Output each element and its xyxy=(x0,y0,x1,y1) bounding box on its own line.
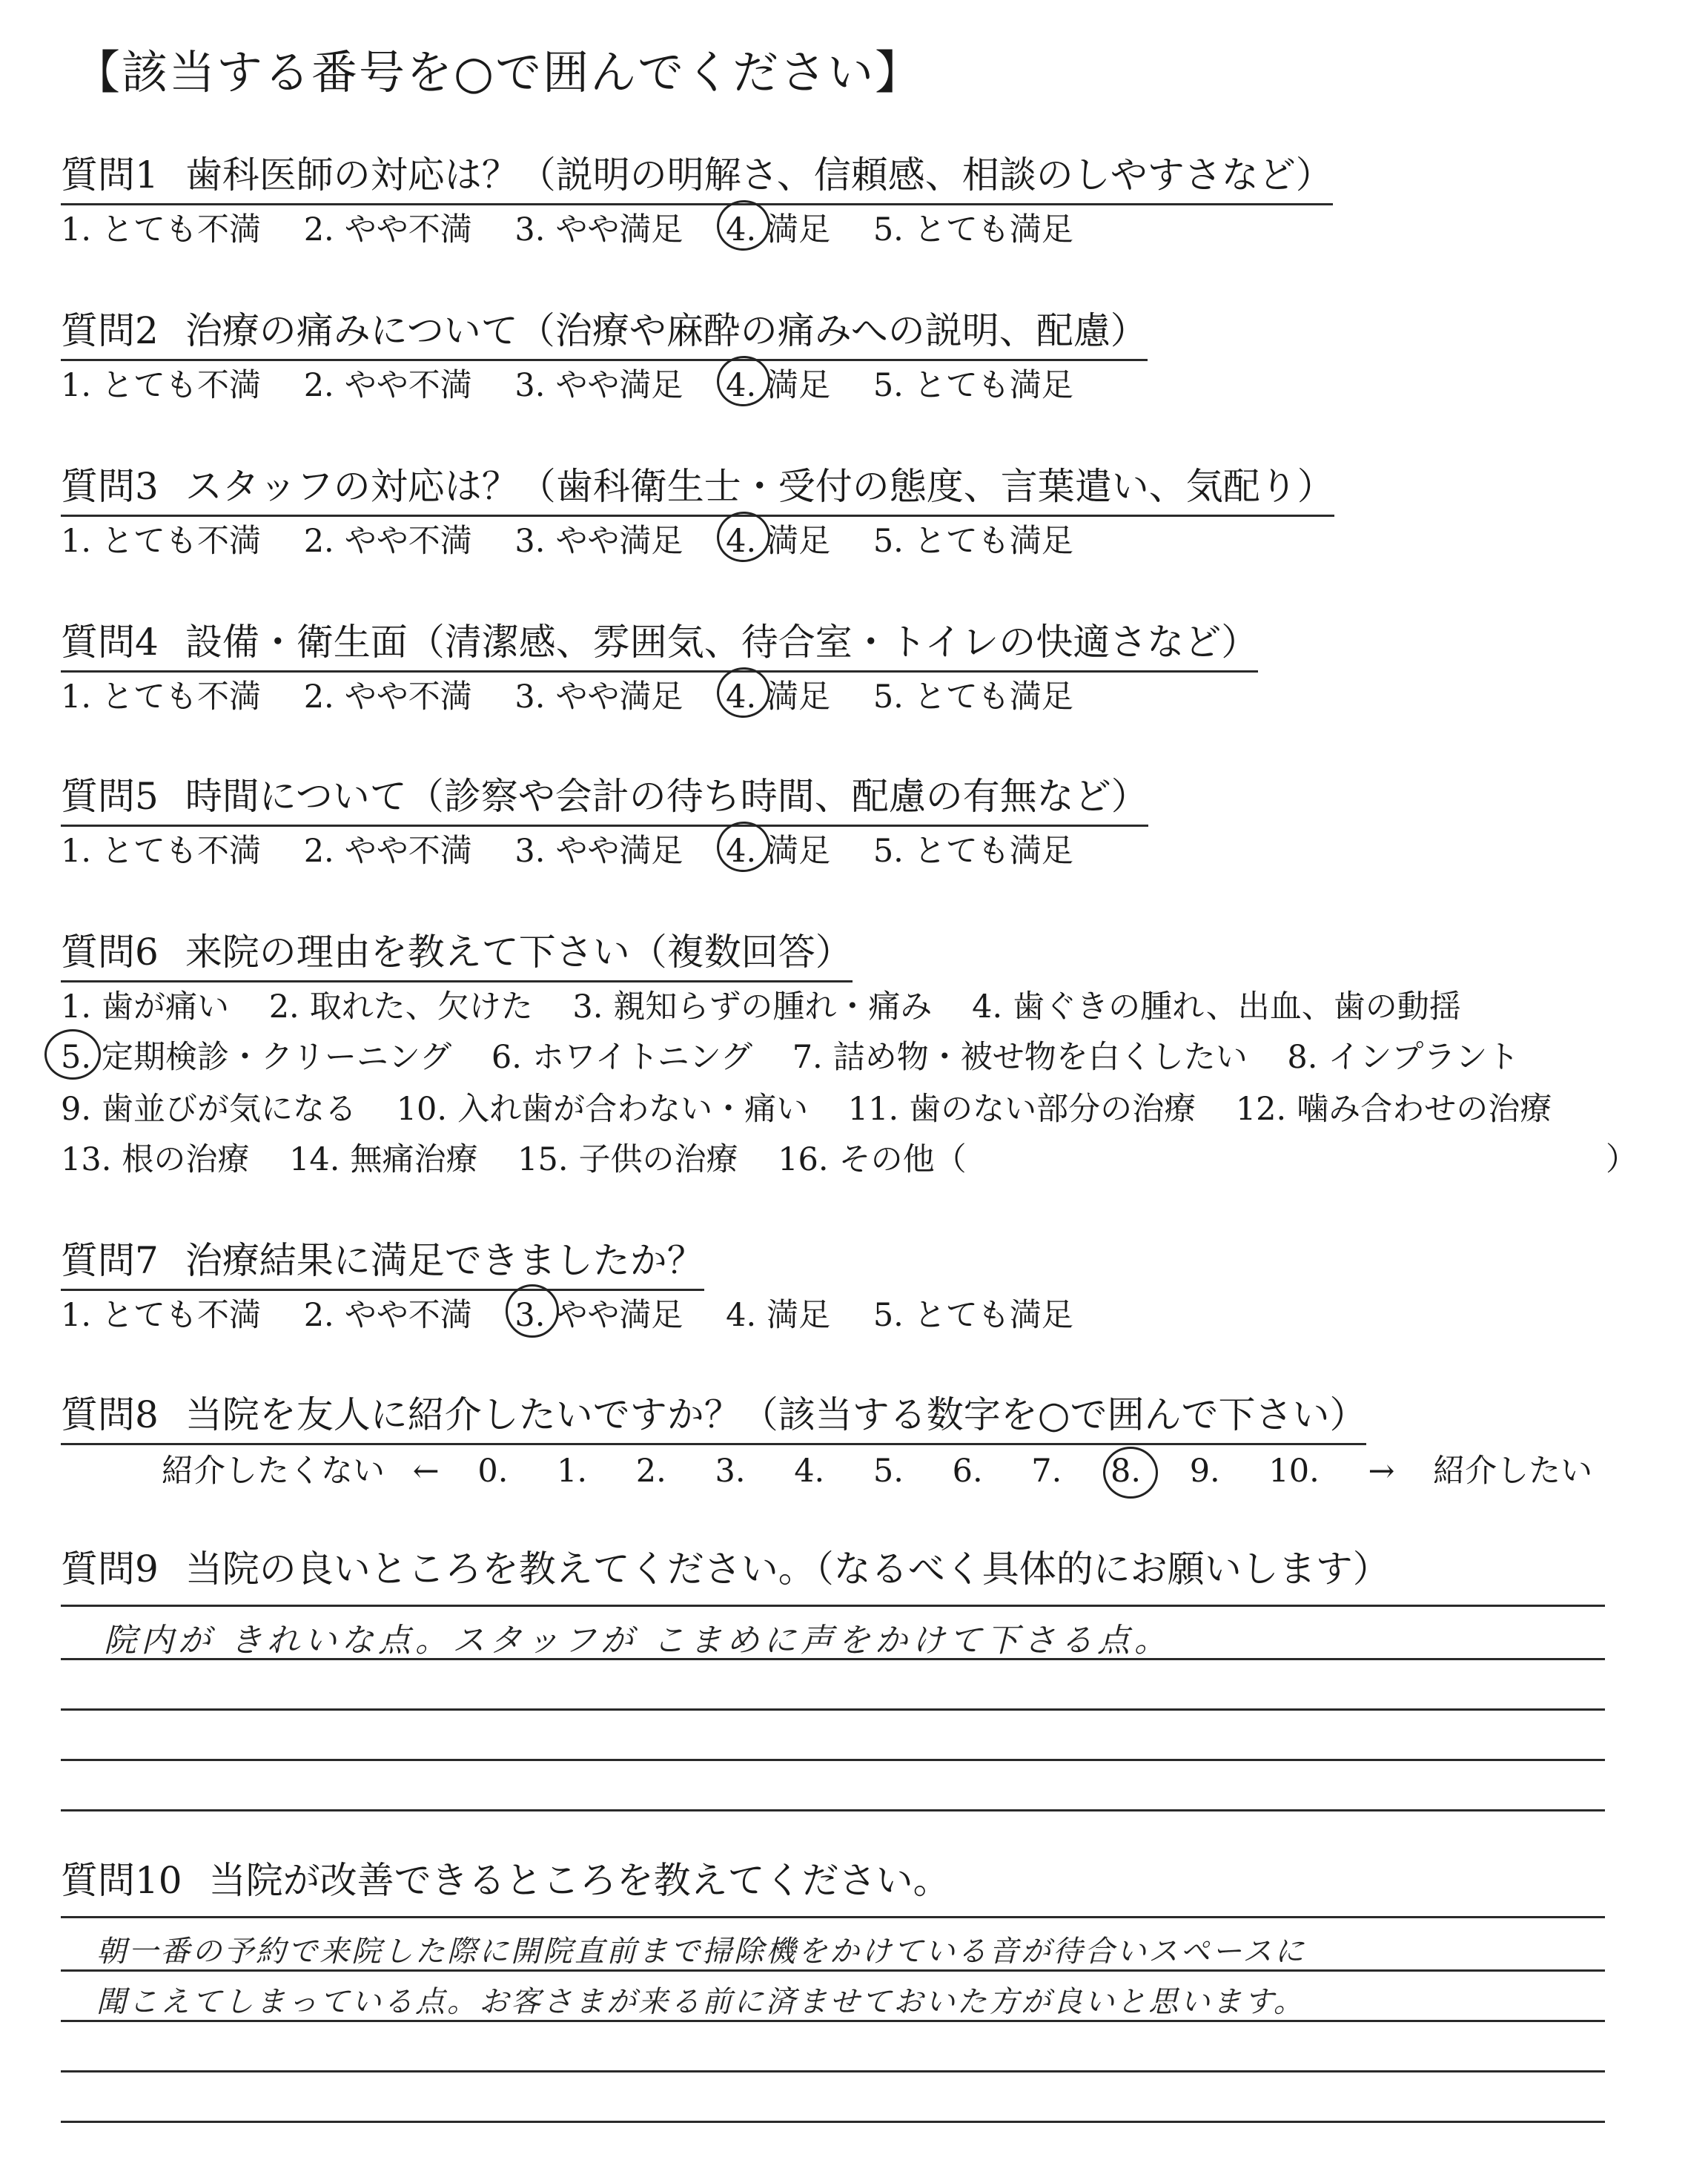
question-1-text: 歯科医師の対応は？（説明の明解さ、信頼感、相談のしやすさなど） xyxy=(185,153,1333,196)
scale-option-4[interactable]: 4. xyxy=(794,1453,825,1490)
answer-line xyxy=(61,1809,1605,1811)
question-5-text: 時間について（診察や会計の待ち時間、配慮の有無など） xyxy=(185,775,1148,818)
scale-option-1[interactable]: 1. xyxy=(557,1453,588,1490)
scale-option-9[interactable]: 9. xyxy=(1189,1453,1220,1490)
scale-option-6[interactable]: 6. xyxy=(952,1453,983,1490)
q1-option-3[interactable]: 3. やや満足 xyxy=(514,211,683,248)
question-4-number: 質問4 xyxy=(61,621,159,664)
q6-option-9[interactable]: 9. 歯並びが気になる xyxy=(61,1091,357,1128)
q4-option-4-selected[interactable]: 4. 満足 xyxy=(726,672,830,717)
answer-line xyxy=(61,2020,1605,2022)
selection-circle xyxy=(714,352,774,409)
scale-option-5[interactable]: 5. xyxy=(873,1453,904,1490)
scale-option-3[interactable]: 3. xyxy=(715,1453,746,1490)
question-1-heading xyxy=(61,145,1333,205)
question-5-options xyxy=(61,826,1106,871)
q6-option-15[interactable]: 15. 子供の治療 xyxy=(517,1141,738,1178)
scale-right-label: 紹介したい xyxy=(1433,1453,1593,1490)
question-5-heading xyxy=(61,767,1148,827)
question-2-options xyxy=(61,360,1106,406)
question-10-text: 当院が改善できるところを教えてください。 xyxy=(208,1859,950,1902)
question-6-options-row-2 xyxy=(61,1032,1549,1077)
q4-option-2[interactable]: 2. やや不満 xyxy=(303,678,472,716)
answer-line xyxy=(61,1916,1605,1918)
question-5-number: 質問5 xyxy=(61,775,159,818)
question-3-number: 質問3 xyxy=(61,465,159,508)
q1-option-5[interactable]: 5. とても満足 xyxy=(873,211,1073,248)
question-2-text: 治療の痛みについて（治療や麻酔の痛みへの説明、配慮） xyxy=(185,309,1148,352)
question-7-text: 治療結果に満足できましたか？ xyxy=(185,1239,704,1282)
q6-option-13[interactable]: 13. 根の治療 xyxy=(61,1141,250,1178)
q4-option-3[interactable]: 3. やや満足 xyxy=(514,678,683,716)
question-6-heading xyxy=(61,922,853,982)
answer-line xyxy=(61,2121,1605,2123)
question-8-heading xyxy=(61,1385,1366,1445)
question-6-options-row-4 xyxy=(61,1135,996,1180)
q3-option-3[interactable]: 3. やや満足 xyxy=(514,523,683,560)
q3-option-5[interactable]: 5. とても満足 xyxy=(873,523,1073,560)
question-8-text: 当院を友人に紹介したいですか？（該当する数字を○で囲んで下さい） xyxy=(185,1393,1367,1436)
selection-circle xyxy=(506,1284,559,1338)
answer-line xyxy=(61,1658,1605,1660)
question-10-number: 質問10 xyxy=(61,1859,182,1902)
question-6-number: 質問6 xyxy=(61,931,159,974)
q2-option-5[interactable]: 5. とても満足 xyxy=(873,367,1073,404)
question-8-scale xyxy=(162,1446,1592,1491)
q7-option-1[interactable]: 1. とても不満 xyxy=(61,1297,262,1334)
question-3-heading xyxy=(61,457,1334,517)
q3-option-2[interactable]: 2. やや不満 xyxy=(303,523,472,560)
q5-option-1[interactable]: 1. とても不満 xyxy=(61,833,262,870)
question-2-number: 質問2 xyxy=(61,309,159,352)
q6-option-6[interactable]: 6. ホワイトニング xyxy=(491,1039,753,1076)
question-9-heading xyxy=(61,1539,1390,1597)
question-1-options xyxy=(61,205,1106,250)
scale-option-10[interactable]: 10. xyxy=(1268,1453,1320,1490)
q5-option-5[interactable]: 5. とても満足 xyxy=(873,833,1073,870)
q6-option-14[interactable]: 14. 無痛治療 xyxy=(289,1141,478,1178)
answer-line xyxy=(61,2070,1605,2073)
q6-other-close-paren: ） xyxy=(1606,1141,1638,1178)
selection-circle xyxy=(714,508,774,565)
question-4-heading xyxy=(61,612,1258,673)
question-7-options xyxy=(61,1290,1106,1335)
question-6-text: 来院の理由を教えて下さい（複数回答） xyxy=(185,931,853,974)
q7-option-2[interactable]: 2. やや不満 xyxy=(303,1297,472,1334)
right-arrow-icon: → xyxy=(1368,1453,1395,1490)
q6-option-2[interactable]: 2. 取れた、欠けた xyxy=(268,988,533,1025)
q6-option-10[interactable]: 10. 入れ歯が合わない・痛い xyxy=(396,1091,809,1128)
question-6-options-row-1 xyxy=(61,982,1491,1027)
scale-option-0[interactable]: 0. xyxy=(477,1453,509,1490)
q1-option-1[interactable]: 1. とても不満 xyxy=(61,211,262,248)
q5-option-4-selected[interactable]: 4. 満足 xyxy=(726,826,830,871)
q4-option-1[interactable]: 1. とても不満 xyxy=(61,678,262,716)
q7-option-4[interactable]: 4. 満足 xyxy=(726,1297,831,1334)
q6-option-5-selected[interactable]: 5. 定期検診・クリーニング xyxy=(61,1032,451,1077)
selection-circle xyxy=(714,664,774,721)
question-7-heading xyxy=(61,1231,704,1291)
answer-line xyxy=(61,1605,1605,1607)
q1-option-2[interactable]: 2. やや不満 xyxy=(303,211,472,248)
q7-option-3-selected[interactable]: 3. やや満足 xyxy=(514,1290,683,1335)
scale-left-label: 紹介したくない xyxy=(162,1453,385,1490)
q3-option-1[interactable]: 1. とても不満 xyxy=(61,523,262,560)
scale-option-7[interactable]: 7. xyxy=(1031,1453,1062,1490)
q6-option-1[interactable]: 1. 歯が痛い xyxy=(61,988,230,1025)
answer-line xyxy=(61,1759,1605,1761)
q6-option-3[interactable]: 3. 親知らずの腫れ・痛み xyxy=(572,988,933,1025)
left-arrow-icon: ← xyxy=(412,1453,440,1490)
question-9-number: 質問9 xyxy=(61,1548,159,1591)
q9-handwritten-answer[interactable]: 院内が きれいな点。スタッフが こまめに声をかけて下さる点。 xyxy=(104,1622,1171,1659)
q2-option-3[interactable]: 3. やや満足 xyxy=(514,367,683,404)
question-10-heading xyxy=(61,1851,950,1909)
selection-circle xyxy=(1103,1447,1158,1499)
selection-circle xyxy=(714,196,774,254)
scale-option-8-selected[interactable]: 8. xyxy=(1110,1453,1141,1490)
q3-option-4-selected[interactable]: 4. 満足 xyxy=(726,516,830,561)
answer-line xyxy=(61,1708,1605,1711)
selection-circle xyxy=(44,1029,101,1080)
question-4-text: 設備・衛生面（清潔感、雰囲気、待合室・トイレの快適さなど） xyxy=(185,621,1259,664)
q1-option-4-selected[interactable]: 4. 満足 xyxy=(726,205,830,250)
answer-line xyxy=(61,1969,1605,1972)
question-1-number: 質問1 xyxy=(61,153,159,196)
question-4-options xyxy=(61,672,1106,717)
scale-option-2[interactable]: 2. xyxy=(635,1453,666,1490)
question-3-options xyxy=(61,516,1106,561)
q2-option-4-selected[interactable]: 4. 満足 xyxy=(726,360,830,406)
q10-handwritten-answer-line-2[interactable]: 聞こえてしまっている点。お客さまが来る前に済ませておいた方が良いと思います。 xyxy=(96,1985,1305,2019)
question-8-number: 質問8 xyxy=(61,1393,159,1436)
q6-option-12[interactable]: 12. 噛み合わせの治療 xyxy=(1235,1091,1552,1128)
q7-option-5[interactable]: 5. とても満足 xyxy=(873,1297,1073,1334)
question-9-text: 当院の良いところを教えてください。（なるべく具体的にお願いします） xyxy=(185,1548,1390,1591)
q6-option-11[interactable]: 11. 歯のない部分の治療 xyxy=(847,1091,1196,1128)
q6-option-16[interactable]: 16. その他（ xyxy=(778,1141,967,1178)
q4-option-5[interactable]: 5. とても満足 xyxy=(873,678,1073,716)
question-3-text: スタッフの対応は？（歯科衛生士・受付の態度、言葉遣い、気配り） xyxy=(185,465,1334,508)
q10-handwritten-answer-line-1[interactable]: 朝一番の予約で来院した際に開院直前まで掃除機をかけている音が待合いスペースに xyxy=(96,1935,1306,1969)
q5-option-2[interactable]: 2. やや不満 xyxy=(303,833,472,870)
q6-option-8[interactable]: 8. インプラント xyxy=(1287,1039,1520,1076)
page-title: 【該当する番号を○で囲んでください】 xyxy=(74,45,923,99)
q5-option-3[interactable]: 3. やや満足 xyxy=(514,833,683,870)
q2-option-1[interactable]: 1. とても不満 xyxy=(61,367,262,404)
q6-option-4[interactable]: 4. 歯ぐきの腫れ、出血、歯の動揺 xyxy=(972,988,1461,1025)
question-7-number: 質問7 xyxy=(61,1239,159,1282)
q2-option-2[interactable]: 2. やや不満 xyxy=(303,367,472,404)
q6-option-7[interactable]: 7. 詰め物・被せ物を白くしたい xyxy=(792,1039,1248,1076)
selection-circle xyxy=(714,818,774,875)
question-6-options-row-3 xyxy=(61,1084,1581,1129)
question-2-heading xyxy=(61,301,1148,361)
